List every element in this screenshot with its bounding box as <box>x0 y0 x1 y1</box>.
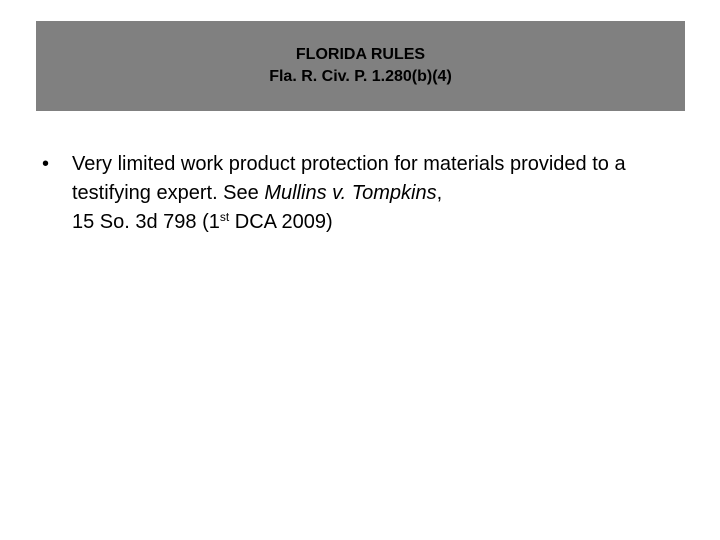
case-comma: , <box>436 182 443 204</box>
citation-superscript: st <box>219 210 230 224</box>
bullet-item <box>38 150 688 237</box>
slide-body <box>38 150 688 237</box>
bullet-text: Very limited work product protection for materials provided to a testifying expert. See <box>72 153 626 204</box>
citation-text: 15 So. 3d 798 (1 <box>72 211 220 233</box>
citation-court-year: DCA 2009) <box>229 211 333 233</box>
title-banner <box>36 21 685 111</box>
slide-title: FLORIDA RULES <box>295 46 426 63</box>
slide-subtitle: Fla. R. Civ. P. 1.280(b)(4) <box>269 68 452 85</box>
bullet-icon: • <box>42 153 50 175</box>
case-name: Mullins v. Tompkins <box>264 182 437 204</box>
